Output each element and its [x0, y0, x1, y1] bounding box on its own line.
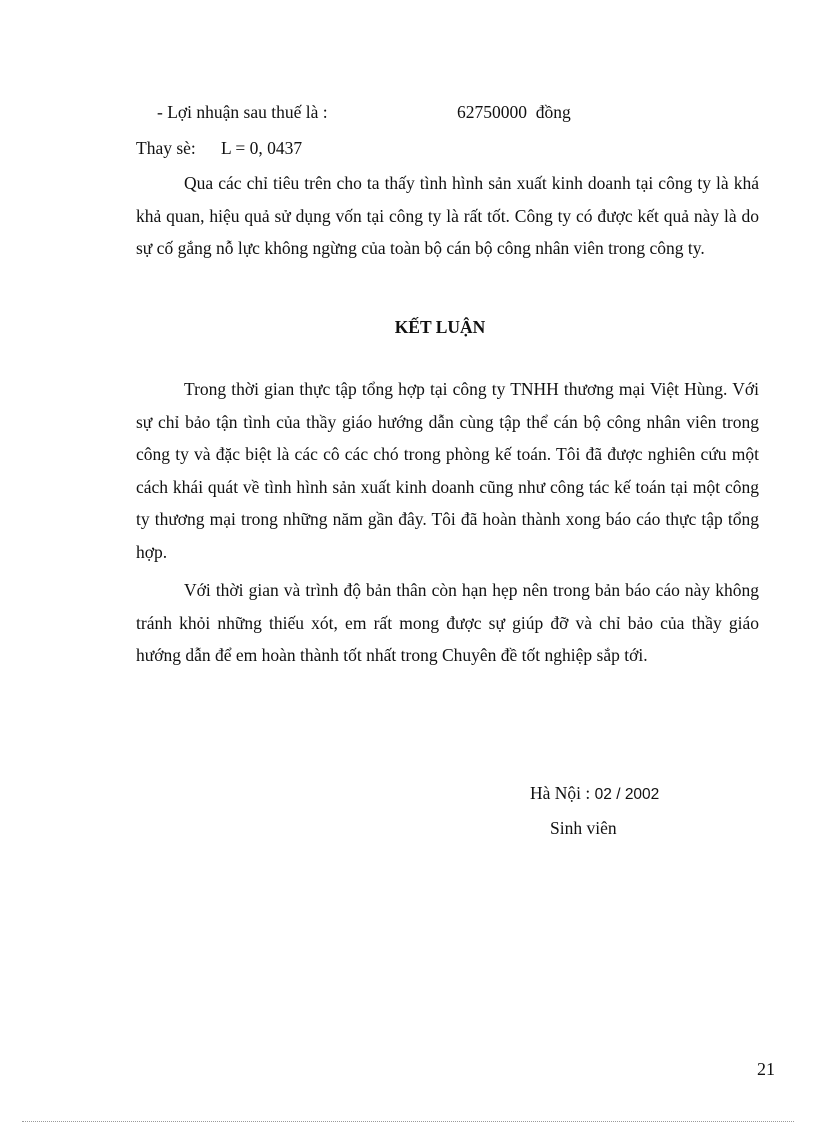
profit-label: - Lợi nhuận sau thuế là :: [157, 102, 328, 122]
conclusion-heading: KẾT LUẬN: [394, 317, 486, 337]
formula-expression: L = 0, 0437: [221, 138, 303, 158]
formula-prefix: Thay sè:: [136, 138, 196, 158]
intro-paragraph: [136, 167, 759, 265]
page-number: 21: [757, 1059, 775, 1079]
signature-role: Sinh viên: [550, 818, 617, 838]
signature-place-date: [530, 783, 659, 804]
profit-unit: đồng: [535, 102, 571, 122]
signature-place: Hà Nội :: [530, 783, 591, 803]
page-bottom-divider: [22, 1121, 794, 1122]
signature-date: 02 / 2002: [594, 786, 660, 803]
profit-amount: 62750000: [457, 102, 527, 122]
conclusion-paragraph: [136, 574, 759, 672]
conclusion-paragraph-text: Trong thời gian thực tập tổng hợp tại công ty TNHH thương mại Việt Hùng. Với sự chỉ bảo tận tình của thầy giáo hướng dẫn cùng tập thể cán bộ công nhân viên trong công ty và đặc biệt là các cô các chó trong phòng kế toán. Tôi đã được nghiên cứu một cách khái quát về tình hình sản xuất kinh doanh cũng như công tác kế toán tại một công ty thương mại trong những năm gần đây. Tôi đã hoàn thành xong báo cáo thực tập tổng hợp.: [136, 379, 759, 562]
conclusion-paragraph-text: Với thời gian và trình độ bản thân còn hạn hẹp nên trong bản báo cáo này không tránh khỏi những thiếu xót, em rất mong được sự giúp đỡ và chỉ bảo của thầy giáo hướng dẫn để em hoàn thành tốt nhất trong Chuyên đề tốt nghiệp sắp tới.: [136, 580, 759, 665]
conclusion-paragraph: [136, 373, 759, 568]
profit-value: [457, 102, 571, 123]
intro-paragraph-text: Qua các chỉ tiêu trên cho ta thấy tình hình sản xuất kinh doanh tại công ty là khá khả quan, hiệu quả sử dụng vốn tại công ty là rất tốt. Công ty có được kết quả này là do sự cố gắng nỗ lực không ngừng của toàn bộ cán bộ công nhân viên trong công ty.: [136, 173, 759, 258]
